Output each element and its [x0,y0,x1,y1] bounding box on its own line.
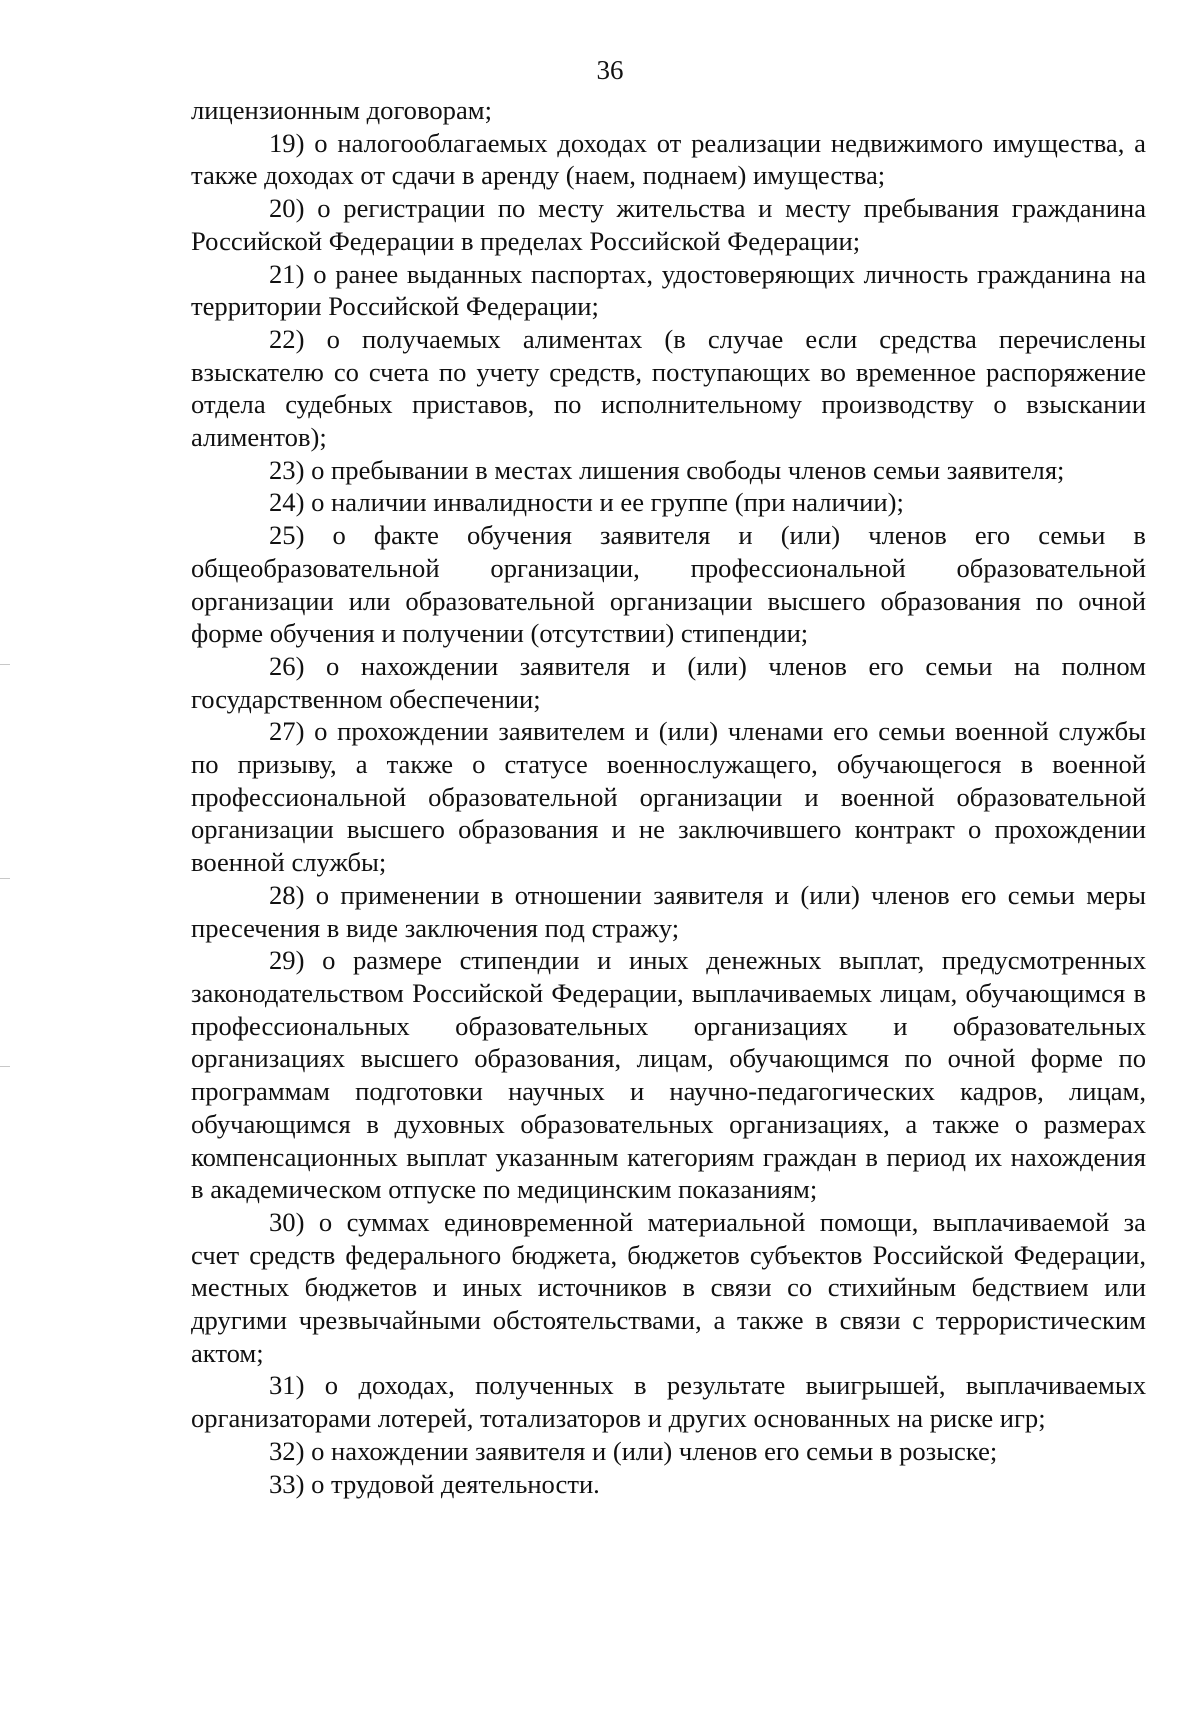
page-number: 36 [596,55,624,85]
list-item-19: 19) о налогооблагаемых доходах от реализации недвижимого имущества, а также доходах от сдачи в аренду (наем, поднаем) имущества; [191,127,1146,191]
list-item-25: 25) о факте обучения заявителя и (или) членов его семьи в общеобразовательной организации, профессиональной образовательной организации или образовательной организации высшего образования по очной форме обучения и получении (отсутствии) стипендии; [191,520,1146,649]
list-item-27: 27) о прохождении заявителем и (или) членами его семьи военной службы по призыву, а также о статусе военнослужащего, обучающегося в военной профессиональной образовательной организации и военной образовательной организации высшего образования и не заключившего контракт о прохождении военной службы; [191,716,1146,878]
scan-margin-mark [0,664,10,665]
list-item-32: 32) о нахождении заявителя и (или) членов его семьи в розыске; [269,1435,998,1466]
list-item-22: 22) о получаемых алиментах (в случае если средства перечислены взыскателю со счета по учету средств, поступающих во временное распоряжение отдела судебных приставов, по исполнительному производству о взыскании алиментов); [191,323,1146,453]
list-item-24: 24) о наличии инвалидности и ее группе (при наличии); [269,487,904,518]
list-item-31: 31) о доходах, полученных в результате выигрышей, выплачиваемых организаторами лотерей, тотализаторов и других основанных на риске игр; [191,1370,1146,1434]
list-item-23: 23) о пребывании в местах лишения свободы членов семьи заявителя; [269,454,1065,485]
list-item-21: 21) о ранее выданных паспортах, удостоверяющих личность гражданина на территории Российской Федерации; [191,258,1146,322]
list-item-20: 20) о регистрации по месту жительства и месту пребывания гражданина Российской Федерации в пределах Российской Федерации; [191,193,1146,256]
scan-margin-mark [0,878,10,879]
list-item-30: 30) о суммах единовременной материальной помощи, выплачиваемой за счет средств федерального бюджета, бюджетов субъектов Российской Федерации, местных бюджетов и иных источников в связи со стихийным бедствием или другими чрезвычайными обстоятельствами, а также в связи с террористическим актом; [191,1206,1146,1368]
paragraph-continuation: лицензионным договорам; [191,95,492,125]
list-item-33: 33) о трудовой деятельности. [269,1468,600,1499]
scan-margin-mark [0,1066,10,1067]
list-item-29: 29) о размере стипендии и иных денежных выплат, предусмотренных законодательством Российской Федерации, выплачиваемых лицам, обучающимся в профессиональных образовательных организациях и образовательных организациях высшего образования, лицам, обучающимся по очной форме по программам подготовки научных и научно-педагогических кадров, лицам, обучающимся в духовных образовательных организациях, а также о размерах компенсационных выплат указанным категориям граждан в период их нахождения в академическом отпуске по медицинским показаниям; [191,945,1146,1205]
list-item-26: 26) о нахождении заявителя и (или) членов его семьи на полном государственном обеспечении; [191,650,1146,714]
document-body [191,94,1146,1500]
list-item-28: 28) о применении в отношении заявителя и (или) членов его семьи меры пресечения в виде заключения под стражу; [191,879,1146,943]
